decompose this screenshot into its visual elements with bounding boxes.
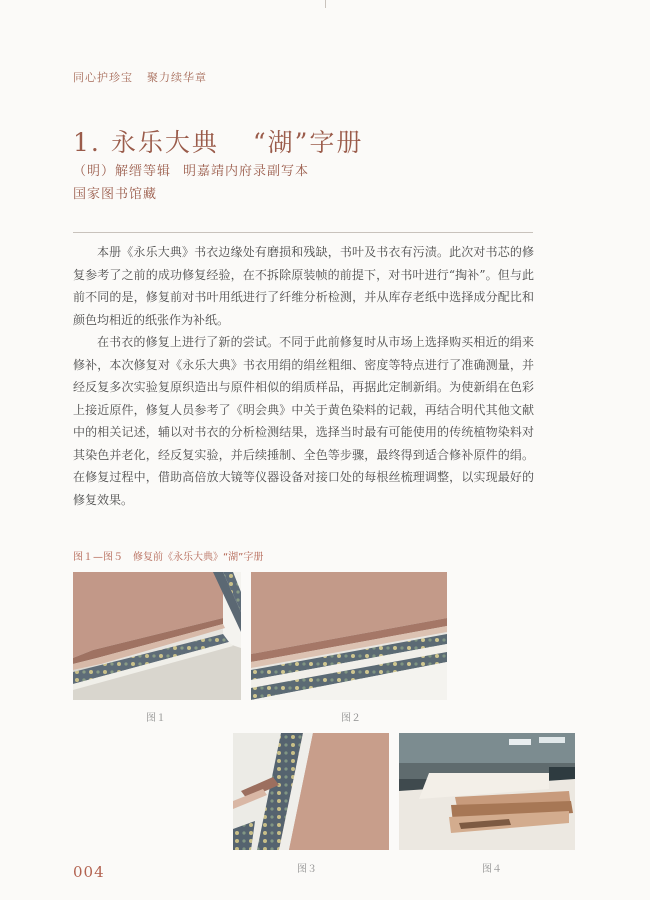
divider	[73, 232, 533, 233]
subtitle-author: （明）解缙等辑	[73, 164, 172, 179]
subtitle-edition: 明嘉靖内府录副写本	[183, 164, 310, 179]
body-text	[73, 241, 534, 511]
running-header	[73, 69, 207, 85]
figure-caption: 图１—图５ 修复前《永乐大典》“湖”字册	[73, 552, 264, 563]
section-title	[73, 123, 363, 159]
figure-4-label: 图４	[482, 864, 502, 875]
paragraph: 在书衣的修复上进行了新的尝试。不同于此前修复时从市场上选择购买相近的绢来修补，本次修复对《永乐大典》书衣用绢的绢丝粗细、密度等特点进行了准确测量，并经反复多次实验复原织造出与原件相似的绢质样品，再据此定制新绢。为使新绢在色彩上接近原件，修复人员参考了《明会典》中关于黄色染料的记载，再结合明代其他文献中的相关记述，辅以对书衣的分析检测结果，选择当时最有可能使用的传统植物染料对其染色并老化，经反复实验，并后续捶制、全色等步骤，最终得到适合修补原件的绢。在修复过程中，借助高倍放大镜等仪器设备对接口处的每根丝梳理调整，以实现最好的修复效果。	[73, 335, 534, 507]
page-number: 004	[73, 863, 105, 881]
figure-2-label: 图２	[341, 713, 361, 724]
figure-1-label: 图１	[146, 713, 166, 724]
figure-3-label: 图３	[297, 864, 317, 875]
collection-line: 国家图书馆藏	[73, 187, 158, 202]
title-number: 1.	[73, 128, 101, 157]
figure-2-photo	[251, 572, 447, 700]
figure-3-photo	[233, 733, 389, 850]
page-top-mark	[325, 0, 326, 8]
subtitle	[73, 160, 309, 179]
paragraph: 本册《永乐大典》书衣边缘处有磨损和残缺，书叶及书衣有污渍。此次对书芯的修复参考了之前的成功修复经验，在不拆除原装帧的前提下，对书叶进行“掏补”。但与此前不同的是，修复前对书叶用纸进行了纤维分析检测，并从库存老纸中选择成分配比和颜色均相近的纸张作为补纸。	[73, 245, 534, 327]
title-volume: “湖”字册	[252, 128, 364, 157]
title-name: 永乐大典	[110, 128, 219, 157]
header-right: 聚力续华章	[147, 71, 207, 84]
figure-4-photo	[399, 733, 575, 850]
figure-1-photo	[73, 572, 241, 700]
header-left: 同心护珍宝	[73, 71, 133, 84]
